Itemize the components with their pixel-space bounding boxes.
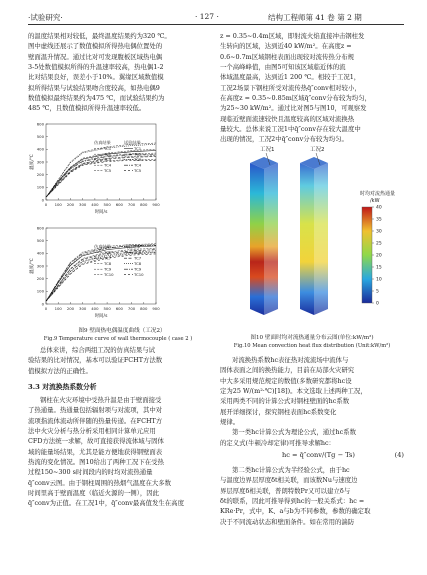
fig9-caption-cn: 图9 壁面热电偶温度曲线（工况2）	[78, 328, 166, 334]
left-bottom-text	[28, 345, 214, 376]
y-tick-label: 500	[36, 237, 44, 243]
x-tick-label: 400	[91, 306, 99, 311]
x-tick-label: 600	[115, 202, 123, 207]
legend-label-sim: TC8	[104, 261, 112, 266]
y-tick-label: 100	[36, 184, 44, 190]
legend-label-test: TC2	[134, 151, 142, 157]
section-heading: 3.3 对流换热系数分析	[28, 383, 97, 391]
text-line: 生转向的区域，达到近40 kW/m²。在高度z =	[220, 42, 352, 51]
column-case1	[250, 157, 278, 315]
equation-formula: hc = q̄″conv/(Tg − Ts)	[282, 451, 355, 459]
fig9-chart-top	[28, 118, 216, 220]
page-number: · 127 ·	[195, 12, 219, 21]
colorbar-unit: /kW	[370, 198, 380, 204]
text-line: 总体来讲，综合两组工况的仿真结果与试	[40, 346, 156, 354]
y-tick-label: 100	[36, 288, 44, 294]
text-line: 工况2场景下钢柱所受对流传热q̄″conv相对较小，	[220, 83, 361, 92]
text-line: 第一类hc计算公式为理论公式，通过hc系数	[232, 428, 357, 437]
text-line: 展开详细探讨，探究钢柱表面hc系数变化	[220, 407, 337, 416]
text-line: 出现的情况，工况2中q̄″conv分布较为均匀。	[220, 135, 348, 144]
legend-label-test: TC6	[134, 250, 142, 255]
x-tick-label: 500	[103, 202, 111, 207]
text-line: q̄″conv云图。由于钢柱周围的热烟气温度在大多数	[28, 478, 172, 487]
text-line: 值模拟方法的正确性。	[28, 366, 92, 375]
y-tick-label: 300	[36, 263, 44, 269]
text-line: 规律。	[220, 418, 240, 427]
text-line: 在高度z = 0.35~0.85m区域q̄″conv分布较为均匀，	[220, 94, 371, 103]
x-tick-label: 900	[152, 202, 160, 207]
x-tick-label: 500	[103, 306, 111, 311]
legend-label-sim: TC5	[104, 168, 112, 173]
text-line: 壁面温升情况。通过比对可发现腹板区域热电偶	[28, 52, 163, 61]
x-tick-label: 300	[79, 306, 87, 311]
colorbar-tick-label: 40	[376, 205, 382, 211]
colorbar-tick-label: 10	[376, 277, 382, 283]
text-line: 体域温度最高，达到近1 200 ℃。相较于工况1，	[220, 73, 361, 82]
right-top-text	[220, 31, 404, 145]
legend-label-sim: TC6	[104, 250, 112, 255]
text-line: 采用两类不同的计算公式对钢柱壁面的hc系数	[220, 397, 350, 406]
text-line: 第二类hc计算公式为半经验公式，由于hc	[232, 466, 350, 474]
legend-header-test: 试验结果	[124, 244, 141, 249]
legend-label-sim: TC9	[104, 266, 112, 272]
legend-label-test: TC4	[134, 162, 142, 168]
equation-number: (4)	[394, 451, 404, 459]
text-line: 过程150~300 s时间段内的时均对流热通量	[28, 468, 153, 477]
colorbar-ticks	[372, 205, 382, 307]
right-after-eq-text	[220, 465, 404, 527]
legend-header-test: 试验结果	[124, 140, 141, 145]
x-tick-label: 900	[152, 306, 160, 311]
x-tick-label: 700	[127, 306, 136, 311]
y-tick-label: 0	[41, 301, 44, 307]
text-line: 钢柱在火灾环境中受热升温是由于壁面接受	[40, 396, 162, 404]
x-tick-label: 200	[66, 202, 75, 207]
y-tick-label: 400	[36, 146, 44, 152]
text-line: 一个高峰峰值，由图5可知该区域临近体的流	[220, 63, 346, 72]
x-tick-label: 700	[127, 202, 136, 207]
text-line: 的定义式(牛顿冷却定律)可推导求解hc：	[220, 438, 335, 447]
legend-label-sim: TC2	[104, 151, 112, 157]
text-line: q̄″conv为正值。在工况1中，q̄″conv最高值发生在高度	[28, 499, 184, 508]
colorbar-tick-label: 0	[376, 301, 379, 307]
x-tick-label: 100	[54, 306, 62, 311]
left-top-text	[28, 31, 214, 114]
x-tick-label: 400	[91, 202, 99, 207]
legend-label-sim: TC4	[104, 162, 112, 168]
y-tick-label: 0	[41, 197, 44, 203]
x-tick-label: 0	[44, 202, 48, 207]
label-case1: 工况1	[260, 147, 275, 153]
running-header-right: 结构工程师第 41 卷 第 2 期	[268, 13, 362, 22]
text-line: 与温度边界层厚度δt相关联，而该数Nu与速度边	[220, 476, 358, 485]
equation-4	[220, 451, 404, 462]
legend-label-test: TC8	[134, 261, 142, 266]
text-line: 域的能量场结果，尤其是能方便地获得钢壁面表	[28, 447, 163, 456]
x-tick-label: 800	[140, 202, 148, 207]
y-axis-label: 温度/℃	[30, 258, 35, 274]
fig9-caption-en: Fig.9 Temperature curve of wall thermocouple ( case 2 )	[43, 336, 193, 342]
text-line: 对流换热系数hc表征热对流流场中流体与	[232, 356, 349, 364]
label-case2: 工况2	[310, 147, 325, 153]
x-tick-label: 100	[54, 202, 62, 207]
text-line: 流项指流体流动所伴随的热量传递。在FCHT方	[28, 416, 163, 425]
y-tick-label: 200	[36, 275, 44, 281]
text-line: 为25~30 kW/m²。通过比对图5与图10，可观察发	[220, 104, 367, 113]
y-tick-label: 200	[36, 171, 44, 177]
text-line: 数值模拟最终结果约为475 ℃，而试验结果约为	[28, 94, 165, 103]
fig10-caption-en: Fig.10 Mean convection heat flux distribution (Unit:kW/m²)	[233, 343, 391, 349]
x-tick-label: 200	[66, 306, 75, 311]
text-line: 决于不同流动状态和壁面条件。如在常用的湍防	[220, 517, 355, 526]
text-line: 的温度结果相对较低，最终温度结果约为320 ℃。	[28, 32, 171, 40]
colorbar-tick-label: 25	[376, 241, 382, 247]
left-section-text	[28, 395, 214, 509]
x-tick-label: 600	[115, 306, 123, 311]
legend-label-sim: TC1	[104, 146, 112, 151]
legend-header-sim: 仿真结果	[94, 140, 111, 145]
legend-label-test: TC10	[134, 272, 144, 277]
text-line: 485 ℃，且数值模拟所得升温速率较低。	[28, 104, 146, 113]
right-bottom-text	[220, 355, 404, 448]
y-tick-label: 400	[36, 250, 44, 256]
text-line: 热流的变化情况。图10给出了两种工况下在受热	[28, 458, 164, 467]
fig9-chart-bottom	[28, 222, 216, 324]
text-line: 定为25 W/(m²·℃)[18])。本文选取上述两种工况，	[220, 387, 367, 396]
x-tick-label: 300	[79, 202, 87, 207]
legend-label-sim: TC7	[104, 255, 112, 261]
text-line: 拟所得结果与试验结果吻合度较高，如热电偶9	[28, 83, 160, 92]
legend-label-test: TC1	[134, 146, 142, 151]
header-rule	[28, 24, 404, 25]
fig10-contour-figure	[220, 145, 404, 330]
text-line: KRe·Pr，式中，K、a与b为不同参数，参数的确定取	[220, 507, 371, 516]
text-line: 法中火灾分析与热分析采用相同计算单元应用	[28, 427, 156, 436]
colorbar	[362, 207, 372, 303]
text-line: 图中虚线还展示了数值模拟所得热电偶位置处的	[28, 42, 163, 51]
fig10-caption-cn: 图10 壁面时均对流热通量分布云图(单位:kW/m²)	[250, 335, 374, 341]
colorbar-tick-label: 35	[376, 217, 382, 223]
running-header-left: ·试验研究·	[28, 13, 63, 22]
colorbar-tick-label: 15	[376, 265, 382, 271]
text-line: 中大多采用规范规定的数值(多数研究都将hc设	[220, 376, 352, 385]
column-case2	[300, 157, 328, 315]
colorbar-tick-label: 30	[376, 229, 382, 235]
y-tick-label: 500	[36, 133, 44, 139]
x-axis-label: 时间/s	[94, 210, 108, 215]
y-tick-label: 600	[36, 121, 44, 127]
legend-label-test: TC5	[134, 168, 142, 173]
text-line: 现临近壁面流速较快且温度较高的区域对流换热	[220, 114, 355, 123]
text-line: CFD方法统一求解，故可直接获得流体域与固体	[28, 437, 164, 446]
text-line: 界层厚度δ相关联，普朗特数Pr又可以建立δ与	[220, 486, 351, 495]
y-tick-label: 300	[36, 159, 44, 165]
legend-label-test: TC3	[134, 157, 142, 162]
legend-label-test: TC7	[134, 255, 142, 261]
x-tick-label: 800	[140, 306, 148, 311]
text-line: 量较大。总体来说工况1中q̄″conv存在较大温度中	[220, 125, 361, 134]
legend-label-test: TC9	[134, 266, 142, 272]
text-line: z = 0.35~0.4m区域，即射流火焰直接冲击钢柱发	[220, 32, 365, 40]
text-line: 了热通量。热通量包括辐射项与对流项，其中对	[28, 406, 163, 415]
text-line: 固体表面之间的换热能力，目前在局部火灾研究	[220, 366, 355, 375]
y-tick-label: 600	[36, 225, 44, 231]
x-tick-label: 0	[44, 306, 48, 311]
text-line: 时间里高于壁面温度（临近火源的一侧），因此	[28, 489, 160, 498]
text-line: 验结果的比对情况，基本可以验证FCHT方法数	[28, 356, 163, 365]
text-line: 比对结果良好，误差小于10%。翼缘区域数值模	[28, 73, 164, 82]
legend-header-sim: 仿真结果	[94, 244, 111, 249]
x-axis-label: 时间/s	[94, 314, 108, 319]
colorbar-title: 时均对流热通量	[360, 191, 396, 197]
text-line: 0.6~0.7m区域钢柱表面出现较对流传热分布规	[220, 52, 354, 61]
colorbar-tick-label: 20	[376, 253, 382, 259]
legend-label-sim: TC3	[104, 157, 112, 162]
legend-label-sim: TC10	[104, 272, 114, 277]
text-line: δt的联系，因此可推导得到hc的一般关系式：hc =	[220, 497, 365, 506]
text-line: 3-5处数值模拟所得的升温速率较高，热电偶1-2	[28, 63, 164, 72]
colorbar-tick-label: 5	[376, 289, 379, 295]
y-axis-label: 温度/℃	[30, 154, 35, 170]
